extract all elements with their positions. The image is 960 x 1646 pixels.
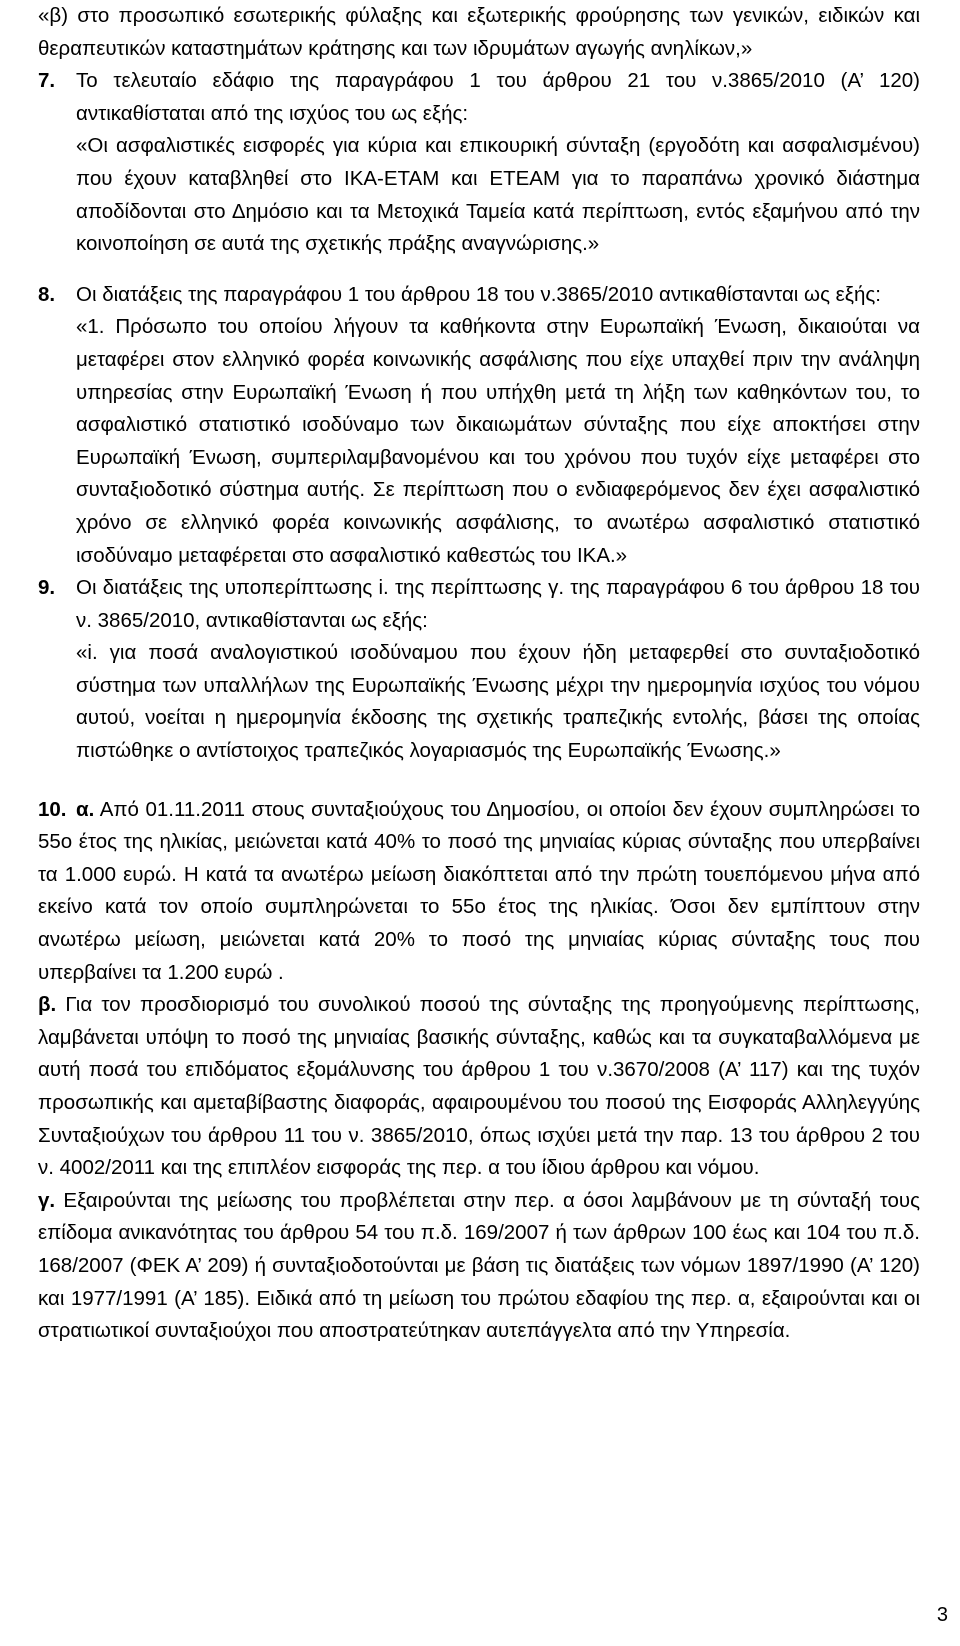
document-page <box>38 0 920 1348</box>
article-item-8 <box>38 279 920 572</box>
item-number: 9. <box>38 576 56 600</box>
sub-label: γ. <box>38 1188 56 1212</box>
item-8-lead: Οι διατάξεις της παραγράφου 1 του άρθρου 18 του ν.3865/2010 αντικαθίστανται ως εξής: <box>76 282 881 306</box>
page-number: 3 <box>936 1604 948 1627</box>
spacer <box>38 261 920 279</box>
sub-text: Για τον προσδιορισμό του συνολικού ποσού της σύνταξης της προηγούμενης περίπτωσης, λαμβάνεται υπόψη το ποσό της μηνιαίας βασικής σύνταξης, καθώς και τα συγκαταβαλλόμενα με αυτή ποσά του επιδόματος εξομάλυνσης του άρθρου 1 του ν.3670/2008 (Α’ 117) και της τυχόν προσωπικής και αμεταβίβαστης διαφοράς, αφαιρουμένου του ποσού της Εισφοράς Αλληλεγγύης Συνταξιούχων του άρθρου 11 του ν. 3865/2010, όπως ισχύει μετά την παρ. 13 του άρθρου 2 του ν. 4002/2011 και της επιπλέον εισφοράς της περ. α του ίδιου άρθρου και νόμου. <box>38 993 920 1180</box>
sub-label: β. <box>38 993 57 1017</box>
item-8-quote: «1. Πρόσωπο του οποίου λήγουν τα καθήκοντα στην Ευρωπαϊκή Ένωση, δικαιούται να μεταφέρει στον ελληνικό φορέα κοινωνικής ασφάλισης που είχε υπαχθεί πριν την ανάληψη υπηρεσίας στην Ευρωπαϊκή Ένωση ή που υπήχθη μετά τη λήξη των καθηκόντων του, το ασφαλιστικό στατιστικό ισοδύναμο των δικαιωμάτων σύνταξης που είχε αποκτήσει στην Ευρωπαϊκή Ένωση, συμπεριλαμβανομένου και του χρόνου που τυχόν είχε μεταφέρει στο συνταξιοδοτικό σύστημα αυτής. Σε περίπτωση που ο ενδιαφερόμενος δεν έχει ασφαλιστικό χρόνο σε ελληνικό φορέα κοινωνικής ασφάλισης, το ανωτέρω ασφαλιστικό στατιστικό ισοδύναμο μεταφέρεται στο ασφαλιστικό καθεστώς του ΙΚΑ.» <box>76 315 920 567</box>
item-9-quote: «i. για ποσά αναλογιστικού ισοδύναμου που έχουν ήδη μεταφερθεί στο συνταξιοδοτικό σύστημα των υπαλλήλων της Ευρωπαϊκής Ένωσης μέχρι την ημερομηνία ισχύος του νόμου αυτού, νοείται η ημερομηνία έκδοσης της σχετικής τραπεζικής εντολής, βάσει της οποίας πιστώθηκε ο αντίστοιχος τραπεζικός λογαριασμός της Ευρωπαϊκής Ένωσης.» <box>76 641 920 763</box>
spacer <box>38 768 920 794</box>
item-10-sub-a <box>38 794 920 990</box>
sub-text: Εξαιρούνται της μείωσης του προβλέπεται στην περ. α όσοι λαμβάνουν με τη σύνταξή τους επίδομα ανικανότητας του άρθρου 54 του π.δ. 169/2007 ή των άρθρων 100 έως και 104 του π.δ. 168/2007 (ΦΕΚ Α’ 209) ή συνταξιοδοτούνται με βάση τις διατάξεις των νόμων 1897/1990 (Α’ 120) και 1977/1991 (Α’ 185). Ειδικά από τη μείωση του πρώτου εδαφίου της περ. α, εξαιρούνται και οι στρατιωτικοί συνταξιούχοι που αποστρατεύτηκαν αυτεπάγγελτα από την Υπηρεσία. <box>38 1188 920 1343</box>
item-7-quote: «Οι ασφαλιστικές εισφορές για κύρια και επικουρική σύνταξη (εργοδότη και ασφαλισμένου) που έχουν καταβληθεί στο ΙΚΑ-ΕΤΑΜ και ΕΤΕΑΜ για το παραπάνω χρονικό διάστημα αποδίδονται στο Δημόσιο και τα Μετοχικά Ταμεία κατά περίπτωση, εντός εξαμήνου από την κοινοποίηση σε αυτά της σχετικής πράξης αναγνώρισης.» <box>76 134 920 256</box>
item-number: 10. <box>38 797 67 821</box>
sub-text: Από 01.11.2011 στους συνταξιούχους του Δημοσίου, οι οποίοι δεν έχουν συμπληρώσει το 55ο έτος της ηλικίας, μειώνεται κατά 40% το ποσό της μηνιαίας κύριας σύνταξης που υπερβαίνει τα 1.000 ευρώ. Η κατά τα ανωτέρω μείωση διακόπτεται από την πρώτη τουεπόμενου μήνα από εκείνο κατά τον οποίο συμπληρώνεται το 55ο έτος της ηλικίας. Όσοι δεν εμπίπτουν στην ανωτέρω μείωση, μειώνεται κατά 20% το ποσό της μηνιαίας κύριας σύνταξης τους που υπερβαίνει τα 1.200 ευρώ . <box>38 797 920 984</box>
sub-label: α. <box>76 797 95 821</box>
item-10-sub-b <box>38 989 920 1185</box>
item-number: 7. <box>38 69 56 93</box>
item-7-lead: Το τελευταίο εδάφιο της παραγράφου 1 του άρθρου 21 του ν.3865/2010 (Α’ 120) αντικαθίσταται από της ισχύος του ως εξής: <box>76 69 920 125</box>
intro-paragraph: «β) στο προσωπικό εσωτερικής φύλαξης και εξωτερικής φρούρησης των γενικών, ειδικών και θεραπευτικών καταστημάτων κράτησης και των ιδρυμάτων αγωγής ανηλίκων,» <box>38 4 920 60</box>
item-number: 8. <box>38 282 56 306</box>
item-9-lead: Οι διατάξεις της υποπερίπτωσης i. της περίπτωσης γ. της παραγράφου 6 του άρθρου 18 του ν. 3865/2010, αντικαθίστανται ως εξής: <box>76 576 920 632</box>
item-10-sub-c <box>38 1185 920 1348</box>
article-item-10 <box>38 794 920 1348</box>
article-item-7 <box>38 65 920 261</box>
article-item-9 <box>38 572 920 768</box>
